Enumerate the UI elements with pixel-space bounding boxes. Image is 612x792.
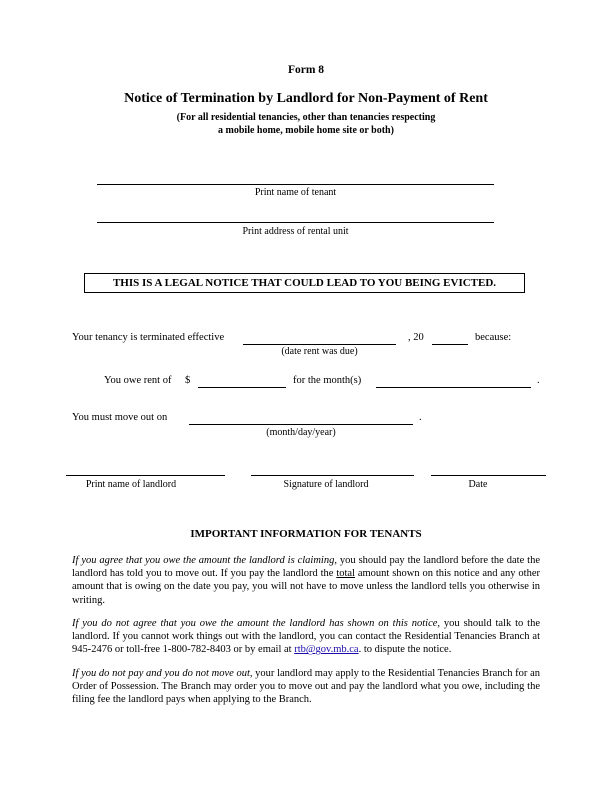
months-field[interactable] [376,387,531,388]
move-out-label: You must move out on [72,412,168,423]
rtb-email-link[interactable]: rtb@gov.mb.ca [294,644,359,656]
year-prefix: , 20 [408,332,424,343]
landlord-name-caption: Print name of landlord [85,479,177,490]
p3-italic: If you do not pay and you do not move out [72,668,250,679]
months-label: for the month(s) [293,375,362,386]
p2-italic: If you do not agree that you owe the amount the landlord has shown on this notice, [72,618,441,629]
rental-address-caption: Print address of rental unit [242,226,349,237]
date-rent-due-caption: (date rent was due) [281,346,358,357]
form-subtitle [0,111,612,137]
form-title: Notice of Termination by Landlord for Non-Payment of Rent [124,91,488,106]
signature-date-caption: Date [468,479,488,490]
move-out-caption: (month/day/year) [266,427,336,438]
form-number: Form 8 [287,64,325,76]
tenant-name-caption: Print name of tenant [254,187,337,198]
move-out-date-field[interactable] [189,424,413,425]
info-paragraph-2 [72,617,540,657]
landlord-name-field[interactable] [66,475,225,476]
rental-address-field[interactable] [97,222,494,223]
signature-date-field[interactable] [431,475,546,476]
p2-text-b: . to dispute the notice. [358,644,452,656]
info-paragraph-3 [72,667,540,707]
effective-date-field[interactable] [243,344,396,345]
signature-caption: Signature of landlord [283,479,369,490]
subtitle-line-1: (For all residential tenancies, other than tenancies respecting [176,112,436,123]
p1-italic: If you agree that you owe the amount the landlord is claiming [72,555,335,566]
currency-symbol: $ [185,375,191,386]
legal-notice-box: THIS IS A LEGAL NOTICE THAT COULD LEAD TO YOU BEING EVICTED. [84,273,525,293]
p1-text-b: amount shown on this notice and any other amount that is owing on the date you pay, you will not have to move unless the landlord tells you otherwise in writing. [72,568,540,606]
info-heading: IMPORTANT INFORMATION FOR TENANTS [190,528,422,540]
p2-text-a: you should talk to the landlord. If you cannot work things out with the landlord, you can contact the Residential Tenancies Branch at 945-2476 or toll-free 1-800-782-8403 or by email at [72,618,540,656]
effective-label: Your tenancy is terminated effective [72,332,225,343]
landlord-signature-field[interactable] [251,475,414,476]
p1-underline: total [336,568,355,580]
p1-text-a: , you should pay the landlord before the date the landlord has told you to move out. If you pay the landlord the [72,555,540,580]
tenant-name-field[interactable] [97,184,494,185]
rent-amount-field[interactable] [198,387,286,388]
owe-label: You owe rent of [104,375,172,386]
owe-period: . [537,375,540,386]
move-out-period: . [419,412,422,423]
year-field[interactable] [432,344,468,345]
info-paragraph-1 [72,554,540,607]
because-label: because: [475,332,512,343]
subtitle-line-2: a mobile home, mobile home site or both) [218,125,394,136]
p3-text-a: , your landlord may apply to the Residential Tenancies Branch for an Order of Possession. The Branch may order you to move out and pay the landlord what you owe, including the filing fee the landlord pays when applying to the Branch. [72,668,540,706]
